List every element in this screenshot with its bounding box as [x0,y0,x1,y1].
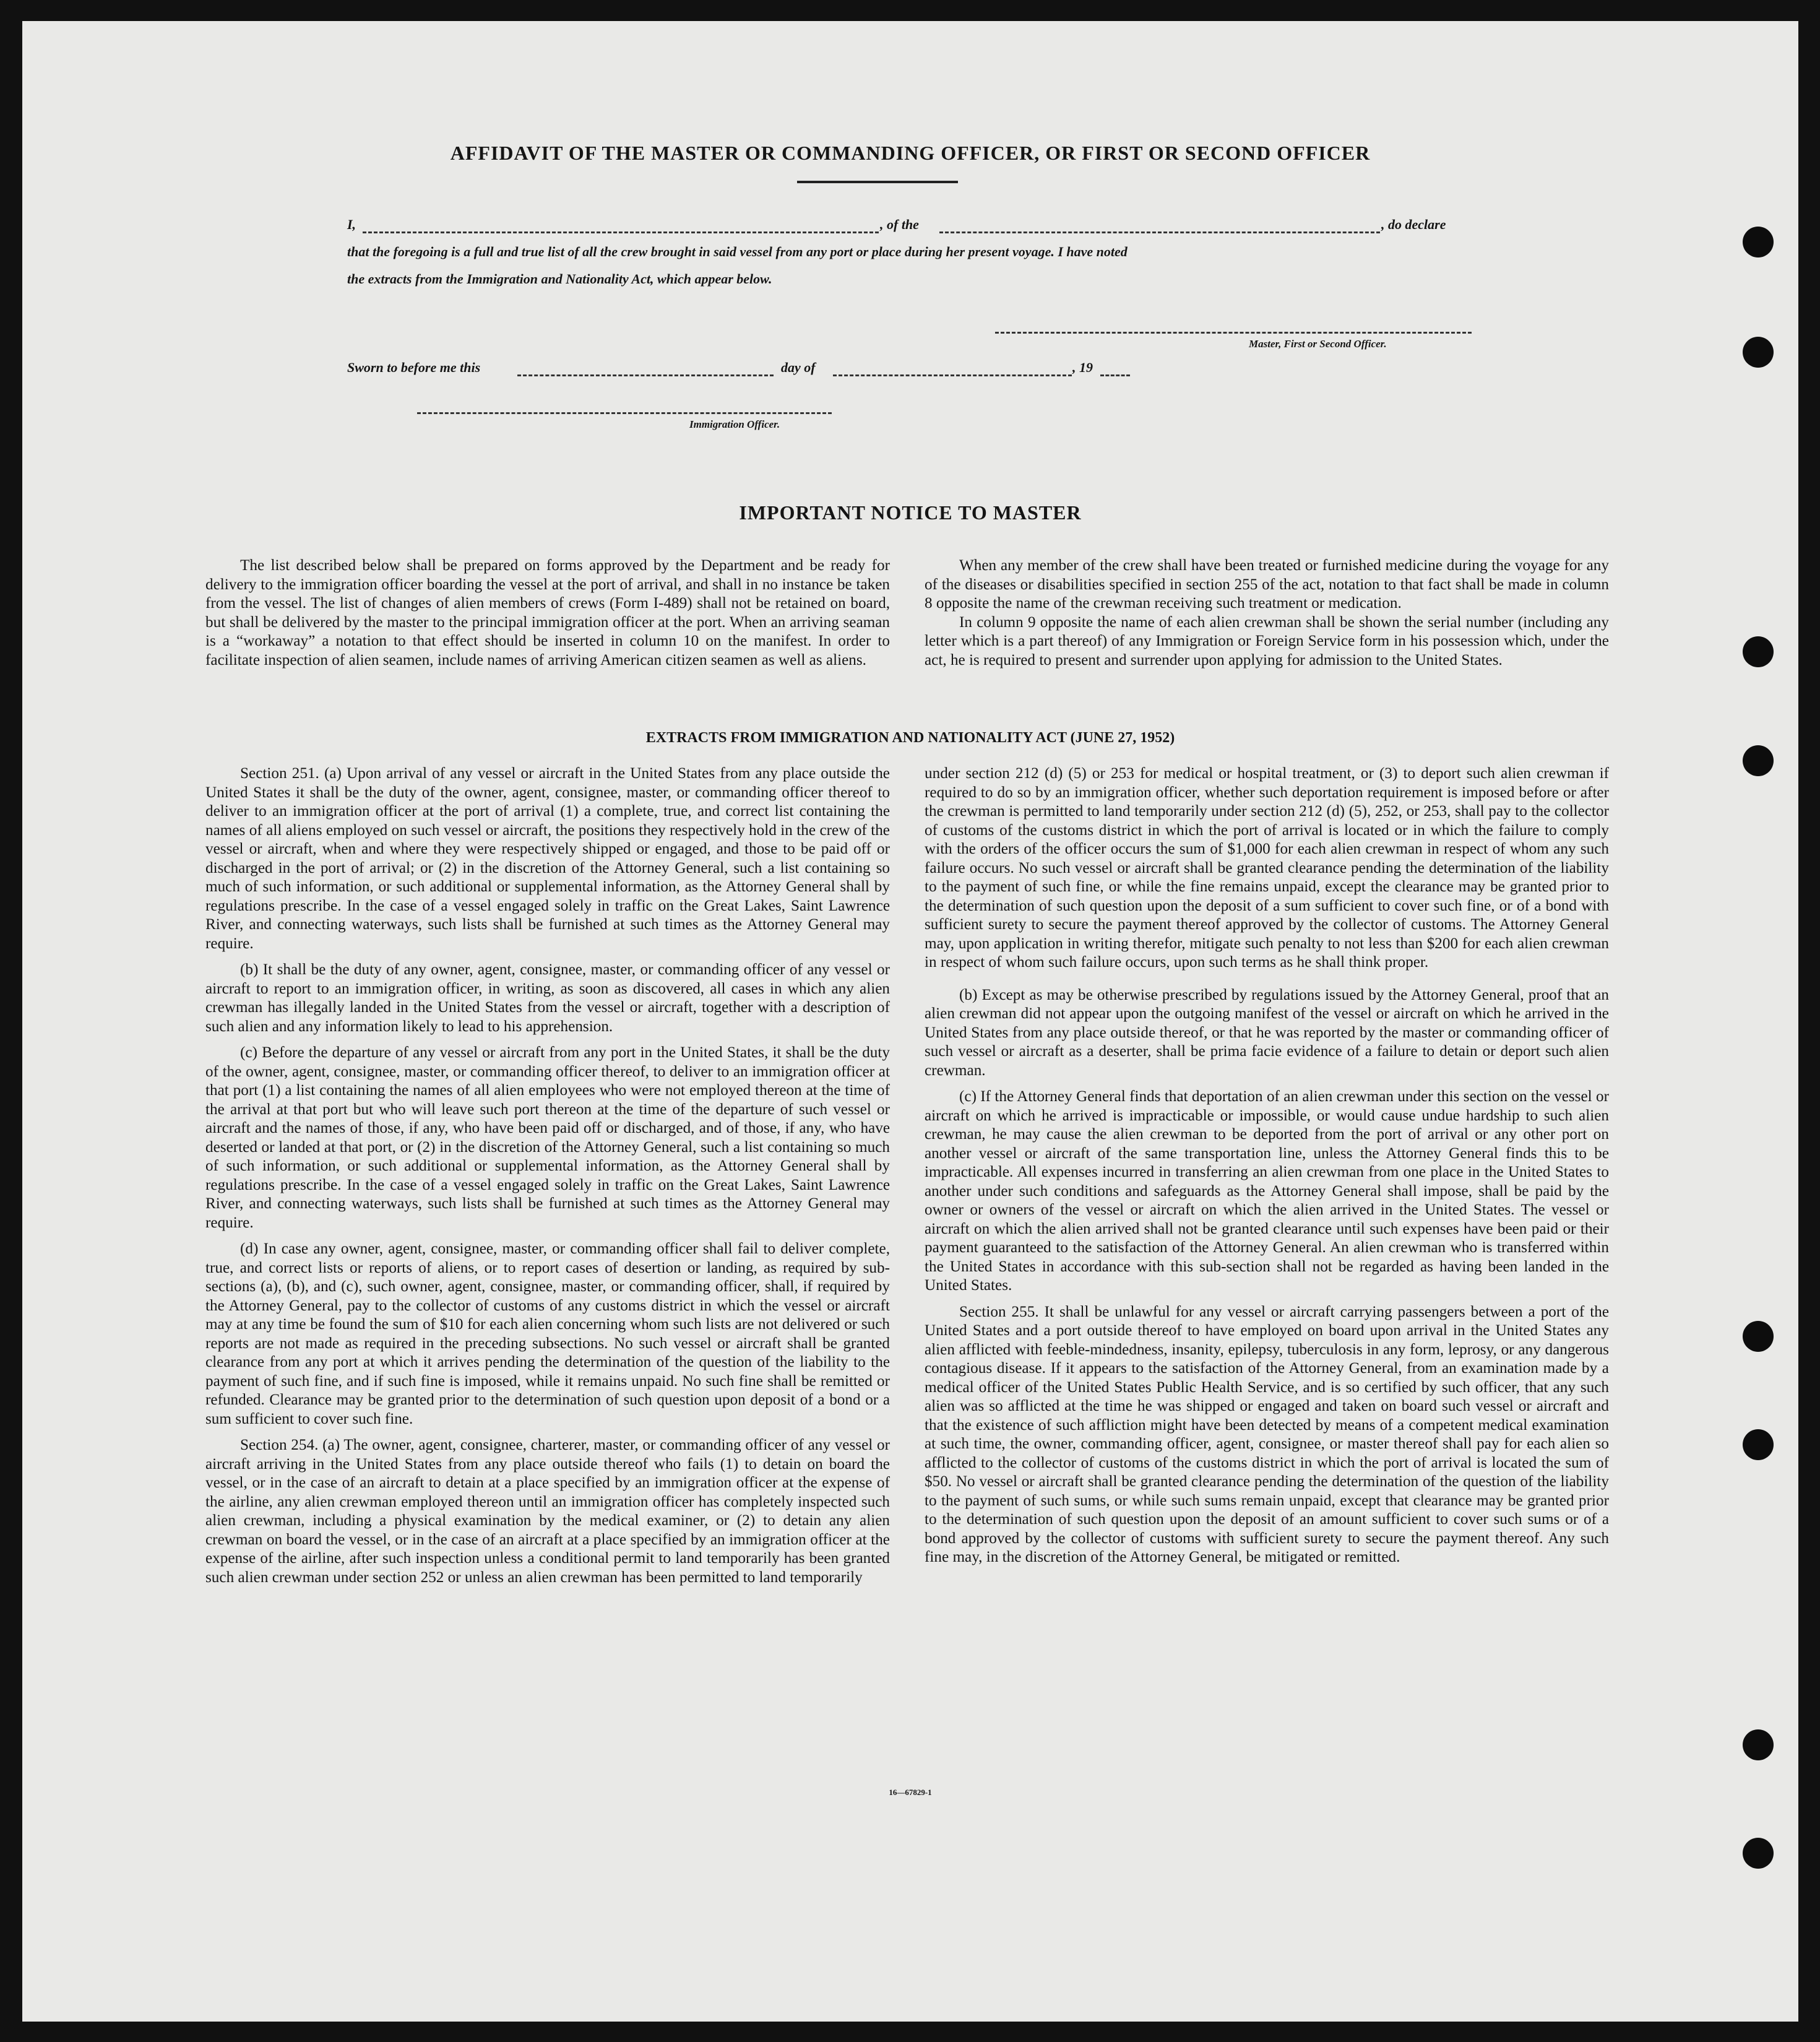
title-underline [797,181,958,183]
extract-paragraph: Section 254. (a) The owner, agent, consignee, charterer, master, or commanding officer of any vessel or aircraft arriving in the United States from any place outside thereof who fails (1) to detain on board the vessel, or in the case of an aircraft to detain at a place specified by an immigration officer at the expense of the airline, any alien crewman employed thereon until an immigration officer has completely inspected such alien crewman, including a physical examination by the medical examiner, or (2) to detain any alien crewman on board the vessel, or in the case of an aircraft at a place specified by an immigration officer at the expense of the airline, after such inspection unless a conditional permit to land temporarily has been granted such alien crewman under section 252 or unless an alien crewman has been permitted to land temporarily [205,1437,890,1586]
binder-hole [1743,1838,1774,1869]
officer-signature-line[interactable] [417,412,832,414]
master-signature-line[interactable] [995,332,1472,334]
affidavit-statement-line: that the foregoing is a full and true list of all the crew brought in said vessel from any port or place during her present voyage. I have noted [347,244,1128,259]
sworn-day-blank[interactable] [517,374,774,376]
extract-paragraph: (c) Before the departure of any vessel or aircraft from any port in the United States, it shall be the duty of the owner, agent, consignee, master, or commanding officer thereof, to deliver to an immigration officer at that port (1) a list containing the names of all alien employees who were not employed thereon at the time of the arrival at that port but who will leave such port thereon at the time of the departure of such vessel or aircraft and the names of those, if any, who have been paid off or discharged, and of those, if any, who have deserted or landed at that port, or (2) in the discretion of the Attorney General, such a list containing so much of such information, or such additional or supplemental information, as the Attorney General shall by regulations prescribe. In the case of a vessel engaged solely in traffic on the Great Lakes, Saint Lawrence River, and connecting waterways, such lists shall be furnished at such times as the Attorney General may require. [205,1044,890,1231]
affidavit-i-label: I, [347,217,356,232]
extracts-title: EXTRACTS FROM IMMIGRATION AND NATIONALITY ACT (JUNE 27, 1952) [645,730,1175,746]
vessel-blank[interactable] [939,231,1380,233]
form-number: 16—67829-1 [889,1788,932,1797]
extract-paragraph: (b) It shall be the duty of any owner, agent, consignee, master, or commanding officer of any vessel or aircraft to report to an immigration officer, in writing, as soon as discovered, all cases in which any alien crewman has illegally landed in the United States from the vessel or aircraft, together with a description of such alien and any information likely to lead to his apprehension. [205,961,890,1035]
master-signature-label: Master, First or Second Officer. [1249,338,1387,350]
notice-paragraph: When any member of the crew shall have been treated or furnished medicine during the voyage for any of the diseases or disabilities specified in section 255 of the act, notation to that fact shall be made in column 8 opposite the name of the crewman receiving such treatment or medication. [925,557,1609,612]
affidavit-statement-line: the extracts from the Immigration and Nationality Act, which appear below. [347,271,772,287]
affidavit-of-the-label: , of the [880,217,919,232]
document-page [22,21,1798,2022]
binder-hole [1743,1429,1774,1460]
binder-hole [1743,227,1774,257]
extract-paragraph: (b) Except as may be otherwise prescribed by regulations issued by the Attorney General, proof that an alien crewman did not appear upon the outgoing manifest of the vessel or aircraft on which he arrived in the United States from any place outside thereof, or that he was reported by the master or commanding officer of such vessel or aircraft as a deserter, shall be prima facie evidence of a failure to detain or deport such alien crewman. [925,986,1609,1079]
notice-paragraph: The list described below shall be prepared on forms approved by the Department and be ready for delivery to the immigration officer boarding the vessel at the port of arrival, and shall in no instance be taken from the vessel. The list of changes of alien members of crews (Form I-489) shall not be retained on board, but shall be delivered by the master to the principal immigration officer at the port. When an arriving seaman is a “workaway” a notation to that effect should be inserted in column 10 on the manifest. In order to facilitate inspection of alien seamen, include names of arriving American citizen seamen as well as aliens. [205,557,890,668]
extract-paragraph: (d) In case any owner, agent, consignee, master, or commanding officer shall fail to deliver complete, true, and correct lists or reports of aliens, or to report cases of desertion or landing, as required by sub-sections (a), (b), and (c), such owner, agent, consignee, master, or commanding officer, shall, if required by the Attorney General, pay to the collector of customs of any customs district in which the vessel or aircraft may at any time be found the sum of $10 for each alien concerning whom such lists are not delivered or such reports are not made as required in the preceding subsections. No such vessel or aircraft shall be granted clearance from any port at which it arrives pending the determination of the question of the liability to the payment of such fine, and if such fine is imposed, while it remains unpaid. No such fine shall be remitted or refunded. Clearance may be granted prior to the determination of such question upon deposit of a bond or a sum sufficient to cover such fine. [205,1240,890,1427]
day-of-label: day of [781,360,816,375]
officer-signature-label: Immigration Officer. [689,418,780,430]
extract-paragraph: Section 251. (a) Upon arrival of any vessel or aircraft in the United States from any place outside the United States it shall be the duty of the owner, agent, consignee, master, or commanding officer thereof to deliver to an immigration officer at the port of arrival (1) a complete, true, and correct list containing the names of all aliens employed on such vessel or aircraft, the positions they respectively hold in the crew of the vessel or aircraft, when and where they were respectively shipped or engaged, and those to be paid off or discharged in the port of arrival; or (2) in the discretion of the Attorney General, such a list containing so much of such information, or such additional or supplemental information, as the Attorney General shall by regulations prescribe. In the case of a vessel engaged solely in traffic on the Great Lakes, Saint Lawrence River, and connecting waterways, such lists shall be furnished at such times as the Attorney General may require. [205,765,890,952]
binder-hole [1743,745,1774,776]
notice-paragraph: In column 9 opposite the name of each alien crewman shall be shown the serial number (including any letter which is a part thereof) of any Immigration or Foreign Service form in his possession which, under the act, he is required to present and surrender upon applying for admission to the United States. [925,613,1609,668]
sworn-year-blank[interactable] [1100,374,1130,376]
extract-paragraph: Section 255. It shall be unlawful for any vessel or aircraft carrying passengers between a port of the United States and a port outside thereof to have employed on board upon arrival in the United States any alien afflicted with feeble-mindedness, insanity, epilepsy, tuberculosis in any form, leprosy, or any dangerous contagious disease. If it appears to the satisfaction of the Attorney General, from an examination made by a medical officer of the United States Public Health Service, and is so certified by such officer, that any such alien was so afflicted at the time he was shipped or engaged and taken on board such vessel or aircraft and that the existence of such affliction might have been detected by means of a competent medical examination at such time, the owner, commanding officer, agent, consignee, or master thereof shall pay for each alien so afflicted to the collector of customs of the customs district in which the port of arrival is located the sum of $50. No vessel or aircraft shall be granted clearance pending the determination of the question of the liability to the payment of such sums, or while such sums remain unpaid, except that clearance may be granted prior to the determination of such question upon the deposit of an amount sufficient to cover such sums or of a bond approved by the collector of customs with sufficient surety to secure the payment thereof. Any such fine may, in the discretion of the Attorney General, be mitigated or remitted. [925,1303,1609,1565]
affidavit-title: AFFIDAVIT OF THE MASTER OR COMMANDING OFFICER, OR FIRST OR SECOND OFFICER [450,142,1371,164]
year-label: , 19 [1072,360,1093,375]
notice-right-column [925,556,1609,677]
extracts-left-column [205,764,890,1594]
extract-paragraph: (c) If the Attorney General finds that deportation of an alien crewman under this section on the vessel or aircraft on which he arrived is impracticable or impossible, or would cause undue hardship to such alien crewman, he may cause the alien crewman to be deported from the port of arrival or any other port on another vessel or aircraft of the same transportation line, unless the Attorney General finds this to be impracticable. All expenses incurred in transferring an alien crewman from one place in the United States to another under such conditions and safeguards as the Attorney General shall impose, shall be paid by the owner or owners of the vessel or aircraft on which the alien arrived in the United States. The vessel or aircraft on which the alien arrived shall not be granted clearance until such expenses have been paid or their payment guaranteed to the satisfaction of the Attorney General. An alien crewman who is transferred within the United States in accordance with this sub-section shall not be regarded as having been landed in the United States. [925,1088,1609,1294]
name-blank[interactable] [363,231,879,233]
extract-paragraph: under section 212 (d) (5) or 253 for medical or hospital treatment, or (3) to deport such alien crewman if required to do so by an immigration officer, whether such deportation requirement is imposed before or after the crewman is permitted to land temporarily under section 212 (d) (5), 252, or 253, shall pay to the collector of customs of the customs district in which the port of arrival is located or in which the failure to comply with the orders of the officer occurs the sum of $1,000 for each alien crewman in respect of whom any such failure occurs. No such vessel or aircraft shall be granted clearance pending the determination of the liability to the payment of such fine, or while the fine remains unpaid, except the clearance may be granted prior to the determination of such question upon the deposit of a sum sufficient to cover such fine, or of a bond with sufficient surety to secure the payment thereof approved by the collector of customs. The Attorney General may, upon application in writing therefor, mitigate such penalty to not less than $200 for each alien crewman in respect of whom such failure occurs, upon such terms as he shall think proper. [925,765,1609,971]
notice-title: IMPORTANT NOTICE TO MASTER [739,501,1082,524]
extracts-right-column [925,764,1609,1575]
binder-hole [1743,1321,1774,1352]
sworn-month-blank[interactable] [833,374,1072,376]
sworn-label: Sworn to before me this [347,360,481,375]
affidavit-declare-label: , do declare [1381,217,1446,232]
notice-left-column [205,556,890,677]
binder-hole [1743,1729,1774,1760]
binder-hole [1743,337,1774,368]
binder-hole [1743,636,1774,667]
